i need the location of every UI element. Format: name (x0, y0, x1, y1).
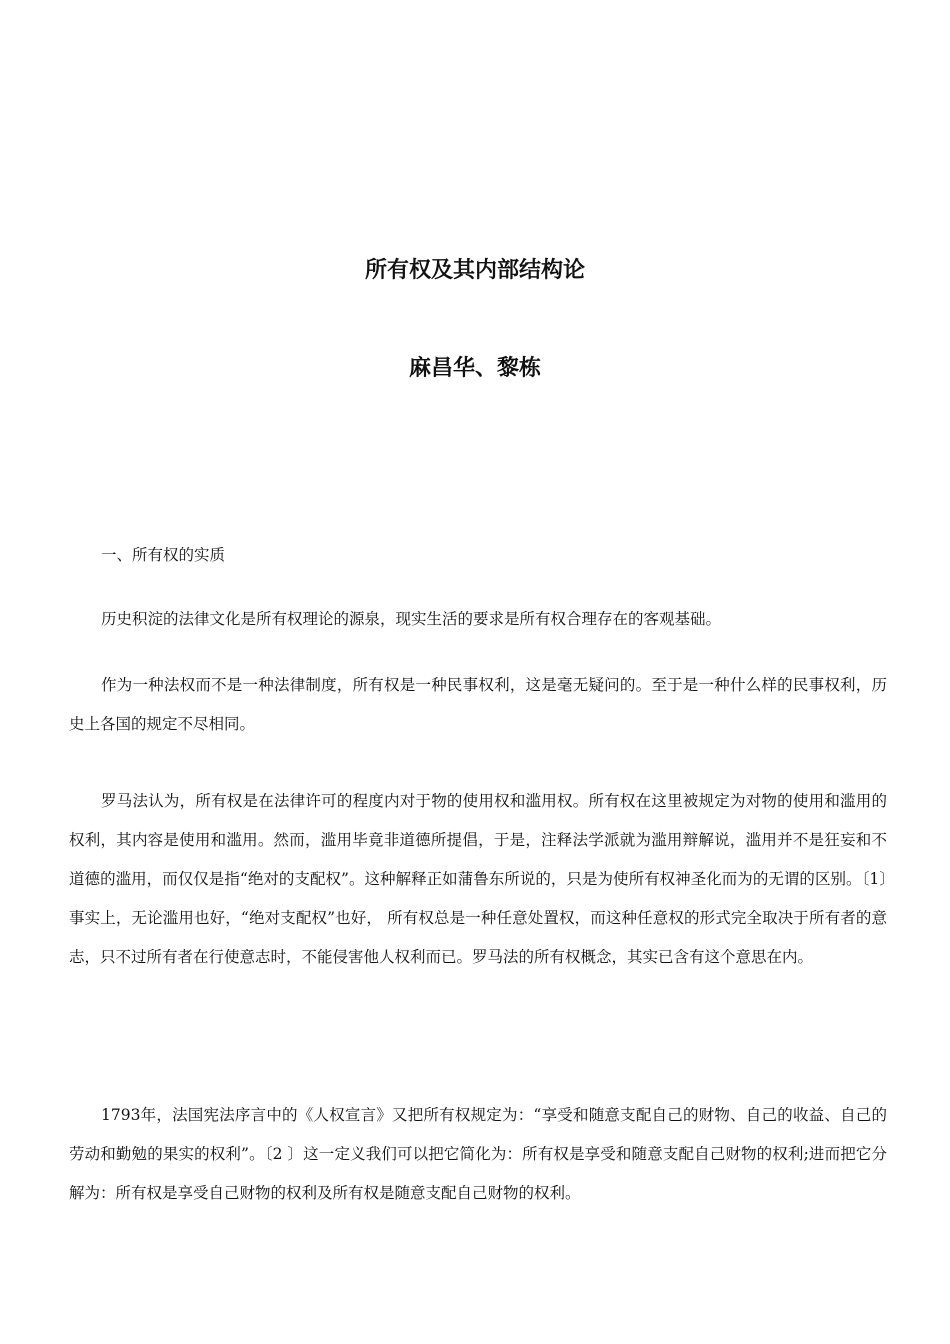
body-paragraph: 历史积淀的法律文化是所有权理论的源泉，现实生活的要求是所有权合理存在的客观基础。 (101, 610, 722, 628)
document-title: 所有权及其内部结构论 (364, 257, 585, 283)
body-paragraph: 1793年，法国宪法序言中的《人权宣言》又把所有权规定为：“享受和随意支配自己的财物、自己的收益、自己的劳动和勤勉的果实的权利”。〔2 〕这一定义我们可以把它简化为：所有权是享受和随意支配自己财物的权利;进而把它分解为：所有权是享受自己财物的权利及所有权是随意支配自己财物的权利。 (69, 1106, 887, 1202)
body-paragraph: 罗马法认为，所有权是在法律许可的程度内对于物的使用权和滥用权。所有权在这里被规定为对物的使用和滥用的权利，其内容是使用和滥用。然而，滥用毕竟非道德所提倡，于是，注释法学派就为滥用辩解说，滥用并不是狂妄和不道德的滥用，而仅仅是指“绝对的支配权”。这种解释正如蒲鲁东所说的，只是为使所有权神圣化而为的无谓的区别。〔1〕事实上，无论滥用也好，“绝对支配权”也好， 所有权总是一种任意处置权，而这种任意权的形式完全取决于所有者的意志，只不过所有者在行使意志时，不能侵害他人权利而已。罗马法的所有权概念，其实已含有这个意思在内。 (69, 792, 887, 966)
section-heading: 一、所有权的实质 (101, 546, 226, 564)
body-paragraph: 作为一种法权而不是一种法律制度，所有权是一种民事权利，这是毫无疑问的。至于是一种什么样的民事权利，历史上各国的规定不尽相同。 (69, 676, 887, 733)
document-authors: 麻昌华、黎栋 (408, 355, 541, 381)
